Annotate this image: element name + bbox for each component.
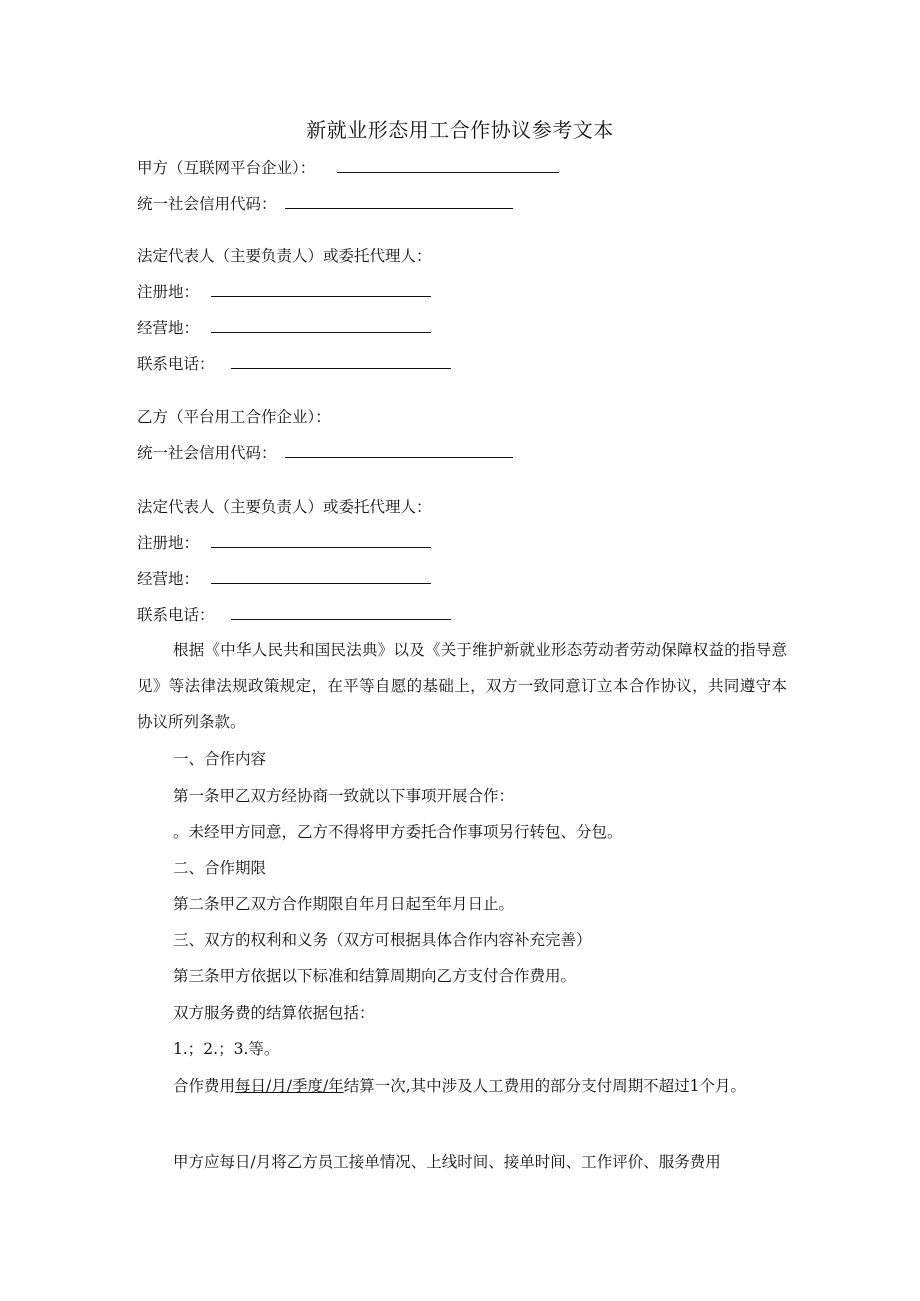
party-a-heading-line	[137, 157, 559, 179]
party-a-credit-code-label: 统一社会信用代码：	[137, 195, 277, 213]
settlement-prefix: 合作费用	[173, 1077, 236, 1095]
party-b-legal-rep-line	[137, 496, 432, 518]
party-a-registered-blank	[211, 282, 431, 297]
party-b-phone-label: 联系电话：	[137, 606, 215, 624]
party-b-phone-line	[137, 604, 451, 626]
party-a-phone-label: 联系电话：	[137, 355, 215, 373]
report-obligation-line: 甲方应每日/月将乙方员工接单情况、上线时间、接单时间、工作评价、服务费用	[173, 1153, 721, 1171]
party-b-heading: 乙方（平台用工合作企业）：	[137, 408, 331, 426]
party-b-heading-line	[137, 406, 331, 428]
fee-items-line: 1.；2.；3.等。	[173, 1040, 280, 1058]
party-a-business-label: 经营地：	[137, 319, 200, 337]
party-b-phone-blank	[231, 605, 451, 620]
settlement-suffix: 结算一次,其中涉及人工费用的部分支付周期不超过1个月。	[343, 1077, 746, 1095]
party-a-name-blank	[337, 158, 559, 173]
preamble-paragraph: 根据《中华人民共和国民法典》以及《关于维护新就业形态劳动者劳动保障权益的指导意见》等法律法规政策规定，在平等自愿的基础上，双方一致同意订立本合作协议，共同遵守本协议所列条款。	[137, 641, 787, 731]
party-b-registered-label: 注册地：	[137, 534, 200, 552]
section-2-heading: 二、合作期限	[173, 859, 267, 877]
party-a-registered-line	[137, 281, 431, 303]
party-b-business-label: 经营地：	[137, 570, 200, 588]
party-a-business-line	[137, 317, 431, 339]
party-a-heading: 甲方（互联网平台企业）：	[137, 159, 316, 177]
section-3-heading: 三、双方的权利和义务（双方可根据具体合作内容补充完善）	[173, 931, 592, 949]
party-a-credit-code-blank	[285, 194, 513, 209]
party-b-registered-line	[137, 532, 431, 554]
article-2: 第二条甲乙双方合作期限自年月日起至年月日止。	[173, 895, 515, 913]
party-b-credit-code-label: 统一社会信用代码：	[137, 444, 277, 462]
fee-basis-line: 双方服务费的结算依据包括：	[173, 1004, 375, 1022]
party-a-phone-line	[137, 353, 451, 375]
article-3: 第三条甲方依据以下标准和结算周期向乙方支付合作费用。	[173, 967, 577, 985]
article-1: 第一条甲乙双方经协商一致就以下事项开展合作：	[173, 787, 515, 805]
party-b-legal-rep-label: 法定代表人（主要负责人）或委托代理人：	[137, 498, 432, 516]
party-b-business-blank	[211, 569, 431, 584]
party-a-phone-blank	[231, 354, 451, 369]
party-a-legal-rep-line	[137, 245, 432, 267]
article-1-note: 。未经甲方同意，乙方不得将甲方委托合作事项另行转包、分包。	[173, 823, 623, 841]
party-b-registered-blank	[211, 533, 431, 548]
section-1-heading: 一、合作内容	[173, 750, 267, 768]
party-b-credit-code-line	[137, 442, 513, 464]
settlement-paragraph	[137, 1068, 787, 1104]
party-a-registered-label: 注册地：	[137, 283, 200, 301]
party-a-legal-rep-label: 法定代表人（主要负责人）或委托代理人：	[137, 247, 432, 265]
settlement-options: 每日/月/季度/年	[235, 1077, 344, 1095]
document-title: 新就业形态用工合作协议参考文本	[306, 118, 614, 142]
party-b-credit-code-blank	[285, 443, 513, 458]
party-a-business-blank	[211, 318, 431, 333]
party-b-business-line	[137, 568, 431, 590]
party-a-credit-code-line	[137, 193, 513, 215]
